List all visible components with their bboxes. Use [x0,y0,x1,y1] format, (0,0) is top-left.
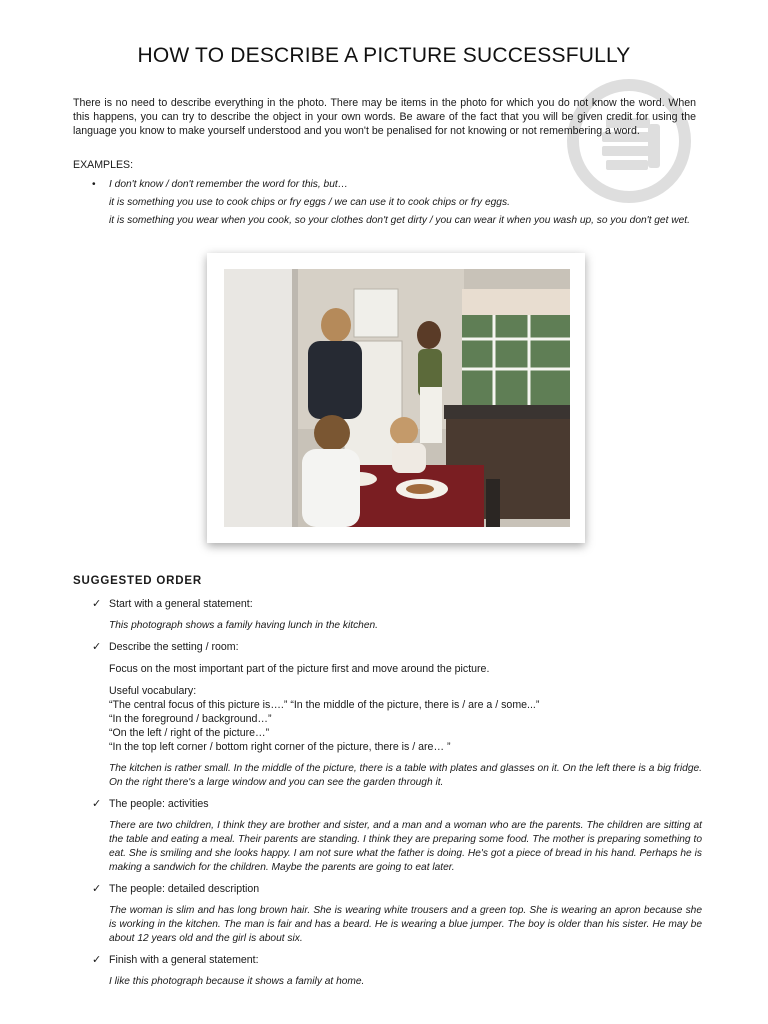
vocabulary-item: “In the foreground / background…” [109,713,272,725]
example-item [92,178,700,192]
step-example: There are two children, I think they are brother and sister, and a man and a woman who are the parents. The children are sitting at the table and eating a meal. Their parents are standing. I think they are preparing some food. The mother is preparing something to eat. She is smiling and she looks happy. I am not sure what the father is doing. He's got a piece of bread in his hand. Perhaps he is making a sandwich for the children. Maybe the parents are going to eat later. [109,820,702,873]
example-text: I don't know / don't remember the word for this, but… [109,179,348,190]
example-item [92,196,700,210]
step-label: Finish with a general statement: [109,954,259,966]
page-title: HOW TO DESCRIBE A PICTURE SUCCESSFULLY [137,44,631,67]
example-item [92,214,700,228]
intro-paragraph: There is no need to describe everything in the photo. There may be items in the photo for which you do not know the word. When this happens, you can try to describe the object in your own words. Be aware of the fact that you will be given credit for using the language you know to make yourself understood and you won't be penalised for not knowing or not remembering a word. [73,97,696,137]
examples-list [92,178,700,232]
step-example: This photograph shows a family having lunch in the kitchen. [109,620,378,631]
step-label: The people: activities [109,798,209,810]
kitchen-scene-illustration [224,269,570,527]
vocabulary-title: Useful vocabulary: [109,685,197,697]
step-label: Describe the setting / room: [109,641,239,653]
step-general-statement [92,597,702,633]
step-finish-statement [92,953,702,989]
step-label: The people: detailed description [109,883,260,895]
step-setting [92,640,702,790]
step-activities [92,797,702,875]
step-detailed-description [92,882,702,946]
step-text: Focus on the most important part of the picture first and move around the picture. [109,663,490,675]
example-text: it is something you use to cook chips or fry eggs / we can use it to cook chips or fry eggs. [109,197,510,208]
check-mark-icon: ✓ [92,598,102,610]
step-example: The kitchen is rather small. In the middle of the picture, there is a table with plates and glasses on it. On the left there is a big fridge. On the right there's a large window and you can see the garden through it. [109,763,702,788]
check-mark-icon: ✓ [92,641,102,653]
step-example: The woman is slim and has long brown hair. She is wearing white trousers and a green top. She is wearing an apron because she is working in the kitchen. The man is fair and has a beard. He is wearing a blue jumper. The boy is older than his sister. He may be about 12 years old and the girl is about six. [109,905,702,944]
photo-frame [207,253,585,543]
bullet-icon: • [92,179,96,190]
check-mark-icon: ✓ [92,798,102,810]
section-heading: SUGGESTED ORDER [73,575,202,587]
vocabulary-item: “On the left / right of the picture…” [109,727,270,739]
step-example: I like this photograph because it shows a family at home. [109,976,365,987]
check-mark-icon: ✓ [92,954,102,966]
step-label: Start with a general statement: [109,598,253,610]
check-mark-icon: ✓ [92,883,102,895]
family-kitchen-photo [224,269,570,527]
example-text: it is something you wear when you cook, so your clothes don't get dirty / you can wear it when you wash up, so you don't get wet. [109,215,690,226]
vocabulary-item: “The central focus of this picture is….” “In the middle of the picture, there is / are a / some...” [109,699,540,711]
examples-label: EXAMPLES: [73,159,134,171]
vocabulary-item: “In the top left corner / bottom right corner of the picture, there is / are… ” [109,741,451,753]
suggested-order-list [92,597,702,989]
